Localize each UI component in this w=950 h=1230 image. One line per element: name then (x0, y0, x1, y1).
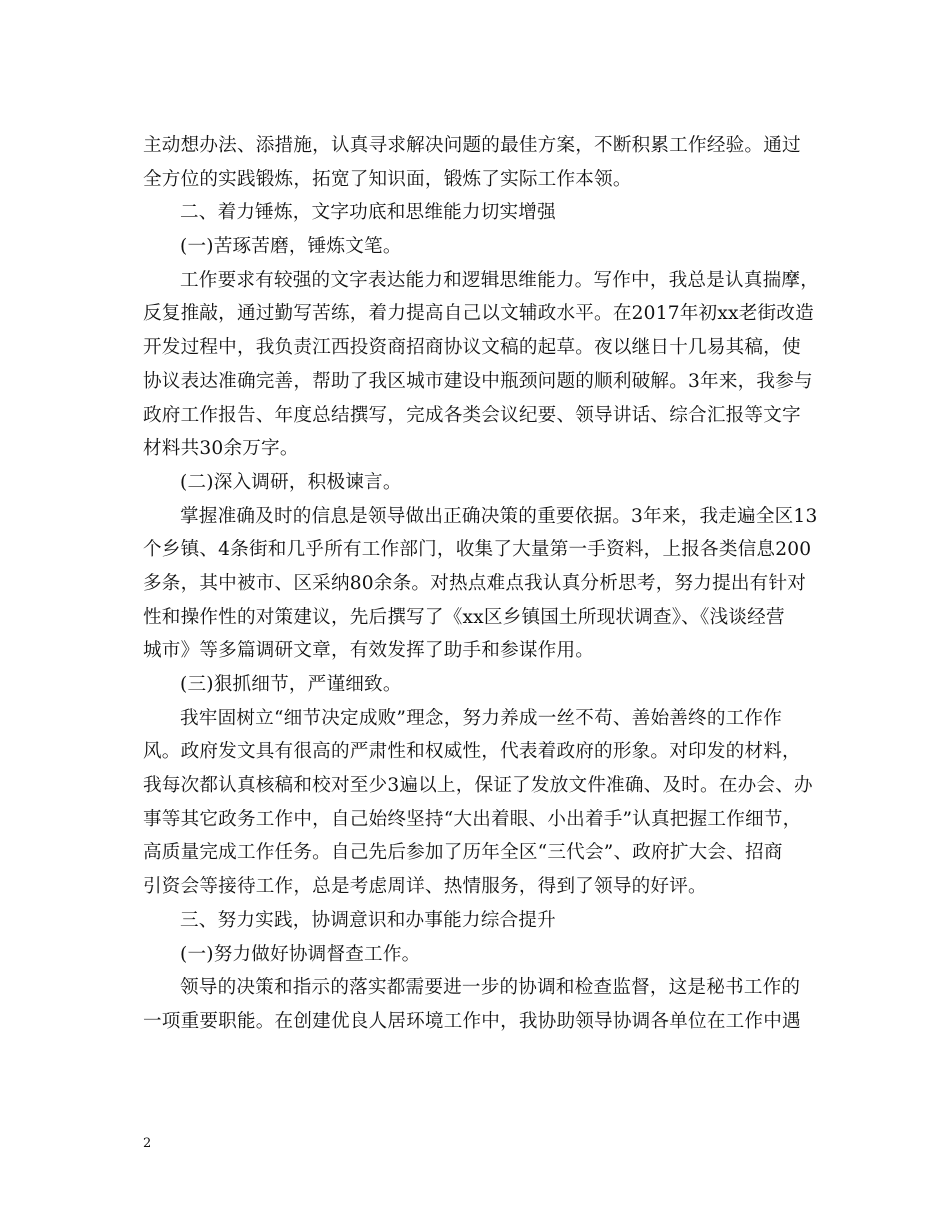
text-line: 事等其它政务工作中，自己始终坚持“大出着眼、小出着手”认真把握工作细节， (143, 808, 802, 830)
text-line: (三)狠抓细节，严谨细致。 (180, 674, 402, 695)
text-line: 领导的决策和指示的落实都需要进一步的协调和检查监督，这是秘书工作的 (180, 977, 801, 999)
body-text (143, 129, 823, 1039)
text-line: 开发过程中，我负责江西投资商招商协议文稿的起草。夜以继日十几易其稿，使 (143, 337, 801, 359)
text-line: 引资会等接待工作，总是考虑周详、热情服务，得到了领导的好评。 (143, 876, 707, 898)
text-line: 掌握准确及时的信息是领导做出正确决策的重要依据。3年来，我走遍全区13 (180, 505, 818, 527)
text-line: 协议表达准确完善，帮助了我区城市建设中瓶颈问题的顺利破解。3年来，我参与 (143, 370, 813, 392)
text-line: 全方位的实践锻炼，拓宽了知识面，锻炼了实际工作本领。 (143, 168, 632, 190)
text-line: 多条，其中被市、区采纳80余条。对热点难点我认真分析思考，努力提出有针对 (143, 572, 807, 594)
text-line: 风。政府发文具有很高的严肃性和权威性，代表着政府的形象。对印发的材料， (143, 741, 801, 763)
text-line: 城市》等多篇调研文章，有效发挥了助手和参谋作用。 (143, 640, 595, 662)
text-line: 我每次都认真核稿和校对至少3遍以上，保证了发放文件准确、及时。在办会、办 (143, 775, 813, 797)
text-line: 高质量完成工作任务。自己先后参加了历年全区“三代会”、政府扩大会、招商 (143, 842, 783, 864)
text-line: (二)深入调研，积极谏言。 (180, 471, 402, 493)
text-line: 二、着力锤炼，文字功底和思维能力切实增强 (180, 202, 556, 224)
text-line: 反复推敲，通过勤写苦练，着力提高自己以文辅政水平。在2017年初xx老街改造 (143, 303, 814, 325)
text-line: 一项重要职能。在创建优良人居环境工作中，我协助领导协调各单位在工作中遇 (143, 1010, 801, 1032)
text-line: 我牢固树立“细节决定成败”理念，努力养成一丝不苟、善始善终的工作作 (180, 707, 783, 729)
text-line: (一)苦琢苦磨，锤炼文笔。 (180, 236, 402, 258)
text-line: 个乡镇、4条街和几乎所有工作部门，收集了大量第一手资料，上报各类信息200 (143, 539, 812, 561)
text-line: 政府工作报告、年度总结撰写，完成各类会议纪要、领导讲话、综合汇报等文字 (143, 404, 801, 426)
text-line: 工作要求有较强的文字表达能力和逻辑思维能力。写作中，我总是认真揣摩， (180, 269, 819, 291)
text-line: (一)努力做好协调督查工作。 (180, 943, 421, 965)
text-line: 三、努力实践，协调意识和办事能力综合提升 (180, 909, 556, 931)
text-line: 材料共30余万字。 (143, 438, 299, 460)
text-line: 性和操作性的对策建议，先后撰写了《xx区乡镇国土所现状调查》、《浅谈经营 (143, 606, 785, 628)
text-line: 主动想办法、添措施，认真寻求解决问题的最佳方案，不断积累工作经验。通过 (143, 135, 801, 156)
page-number: 2 (143, 1136, 152, 1151)
